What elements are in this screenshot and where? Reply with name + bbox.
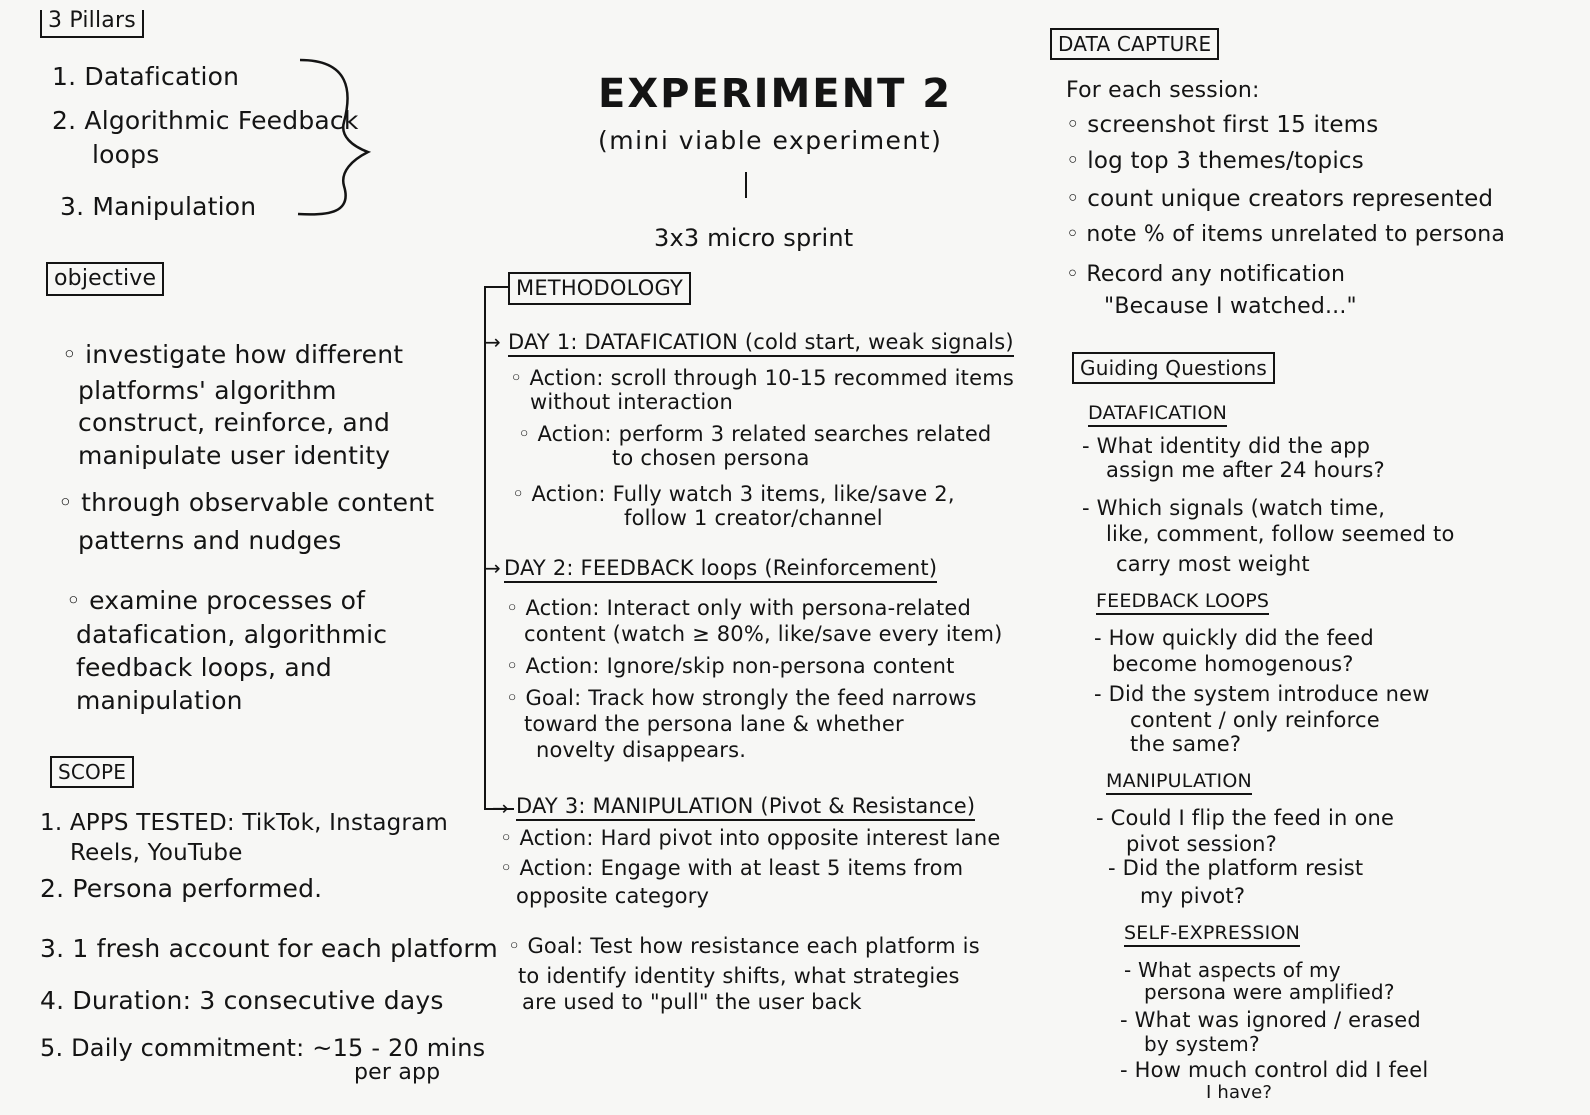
day1-heading: DAY 1: DATAFICATION (cold start, weak signals) (508, 332, 1014, 357)
pillar-item: loops (92, 140, 160, 169)
self-expression-line: persona were amplified? (1144, 980, 1395, 1004)
objective-heading: objective (46, 262, 164, 296)
manipulation-line: - Could I flip the feed in one (1096, 806, 1395, 830)
data-capture-line: "Because I watched..." (1104, 294, 1357, 319)
pillar-item: 2. Algorithmic Feedback (52, 106, 359, 135)
scope-line: 3. 1 fresh account for each platform (40, 934, 498, 963)
self-expression-heading: SELF-EXPRESSION (1124, 924, 1300, 947)
data-capture-line: For each session: (1066, 78, 1260, 103)
pillar-item: 1. Datafication (52, 62, 240, 91)
arrow-right-icon: → (492, 796, 509, 820)
self-expression-line: - What aspects of my (1124, 958, 1341, 982)
self-expression-line: I have? (1206, 1082, 1273, 1103)
arrow-right-icon: → (484, 330, 501, 354)
day3-line: to identify identity shifts, what strategies (518, 964, 960, 988)
scope-line: 5. Daily commitment: ~15 - 20 mins (40, 1034, 486, 1062)
guiding-questions-heading: Guiding Questions (1072, 352, 1275, 384)
day1-line: ◦ Action: scroll through 10-15 recommed items (510, 366, 1015, 390)
day3-line: ◦ Action: Engage with at least 5 items from (500, 856, 964, 880)
objective-line: manipulation (76, 686, 243, 715)
scope-line: 1. APPS TESTED: TikTok, Instagram (40, 810, 448, 836)
day2-heading: DAY 2: FEEDBACK loops (Reinforcement) (504, 558, 937, 583)
day3-line: ◦ Goal: Test how resistance each platform is (508, 934, 980, 958)
day3-line: ◦ Action: Hard pivot into opposite interest lane (500, 826, 1001, 850)
day1-line: without interaction (530, 390, 733, 414)
data-capture-heading: DATA CAPTURE (1050, 28, 1219, 60)
day2-line: content (watch ≥ 80%, like/save every item) (524, 622, 1003, 646)
manipulation-line: pivot session? (1126, 832, 1278, 856)
datafication-line: assign me after 24 hours? (1106, 458, 1385, 482)
datafication-line: like, comment, follow seemed to (1106, 522, 1455, 546)
page-subtitle: (mini viable experiment) (598, 126, 943, 155)
objective-line: construct, reinforce, and (78, 408, 391, 437)
self-expression-line: by system? (1144, 1032, 1260, 1056)
objective-line: manipulate user identity (78, 441, 391, 470)
day1-line: to chosen persona (612, 446, 810, 470)
page-title: EXPERIMENT 2 (598, 71, 953, 117)
objective-line: ◦ examine processes of (66, 586, 366, 615)
feedback-line: - How quickly did the feed (1094, 626, 1374, 650)
sprint-label: 3x3 micro sprint (654, 224, 854, 252)
scope-line: Reels, YouTube (70, 840, 243, 866)
arrow-right-icon: → (484, 556, 501, 580)
methodology-heading: METHODOLOGY (508, 272, 691, 305)
scope-line: 4. Duration: 3 consecutive days (40, 986, 444, 1015)
scope-heading: SCOPE (50, 756, 134, 788)
manipulation-line: - Did the platform resist (1108, 856, 1364, 880)
timeline-top-tick (484, 286, 508, 288)
feedback-line: become homogenous? (1112, 652, 1354, 676)
manipulation-heading: MANIPULATION (1106, 772, 1252, 795)
datafication-line: - Which signals (watch time, (1082, 496, 1386, 520)
data-capture-line: ◦ screenshot first 15 items (1066, 112, 1379, 138)
objective-line: ◦ investigate how different (62, 340, 404, 369)
brace-icon (290, 52, 380, 222)
day2-line: ◦ Goal: Track how strongly the feed narrows (506, 686, 977, 710)
timeline-line (484, 286, 486, 810)
datafication-line: carry most weight (1116, 552, 1310, 576)
pillars-heading: 3 Pillars (40, 10, 144, 38)
day2-line: toward the persona lane & whether (524, 712, 904, 736)
day2-line: ◦ Action: Ignore/skip non-persona content (506, 654, 955, 678)
objective-line: datafication, algorithmic (76, 620, 388, 649)
feedback-loops-heading: FEEDBACK LOOPS (1096, 592, 1269, 615)
objective-line: feedback loops, and (76, 653, 332, 682)
data-capture-line: ◦ count unique creators represented (1066, 186, 1494, 212)
feedback-line: - Did the system introduce new (1094, 682, 1430, 706)
day3-heading: DAY 3: MANIPULATION (Pivot & Resistance) (516, 796, 975, 821)
datafication-heading: DATAFICATION (1088, 404, 1227, 427)
data-capture-line: ◦ note % of items unrelated to persona (1066, 222, 1506, 247)
day3-line: opposite category (516, 884, 710, 908)
title-connector (745, 172, 747, 198)
day1-line: follow 1 creator/channel (624, 506, 883, 530)
day1-line: ◦ Action: perform 3 related searches related (518, 422, 992, 446)
self-expression-line: - What was ignored / erased (1120, 1008, 1421, 1032)
day3-line: are used to "pull" the user back (522, 990, 862, 1014)
objective-line: patterns and nudges (78, 526, 342, 555)
datafication-line: - What identity did the app (1082, 434, 1371, 458)
manipulation-line: my pivot? (1140, 884, 1246, 908)
feedback-line: the same? (1130, 732, 1242, 756)
day2-line: ◦ Action: Interact only with persona-related (506, 596, 972, 620)
scope-line: 2. Persona performed. (40, 874, 323, 903)
day1-line: ◦ Action: Fully watch 3 items, like/save 2, (512, 482, 955, 506)
feedback-line: content / only reinforce (1130, 708, 1380, 732)
scope-line: per app (354, 1060, 441, 1085)
data-capture-line: ◦ Record any notification (1066, 262, 1346, 287)
self-expression-line: - How much control did I feel (1120, 1058, 1429, 1082)
objective-line: ◦ through observable content (58, 488, 435, 517)
data-capture-line: ◦ log top 3 themes/topics (1066, 148, 1364, 174)
day2-line: novelty disappears. (536, 738, 747, 762)
objective-line: platforms' algorithm (78, 376, 337, 405)
pillar-item: 3. Manipulation (60, 192, 257, 221)
